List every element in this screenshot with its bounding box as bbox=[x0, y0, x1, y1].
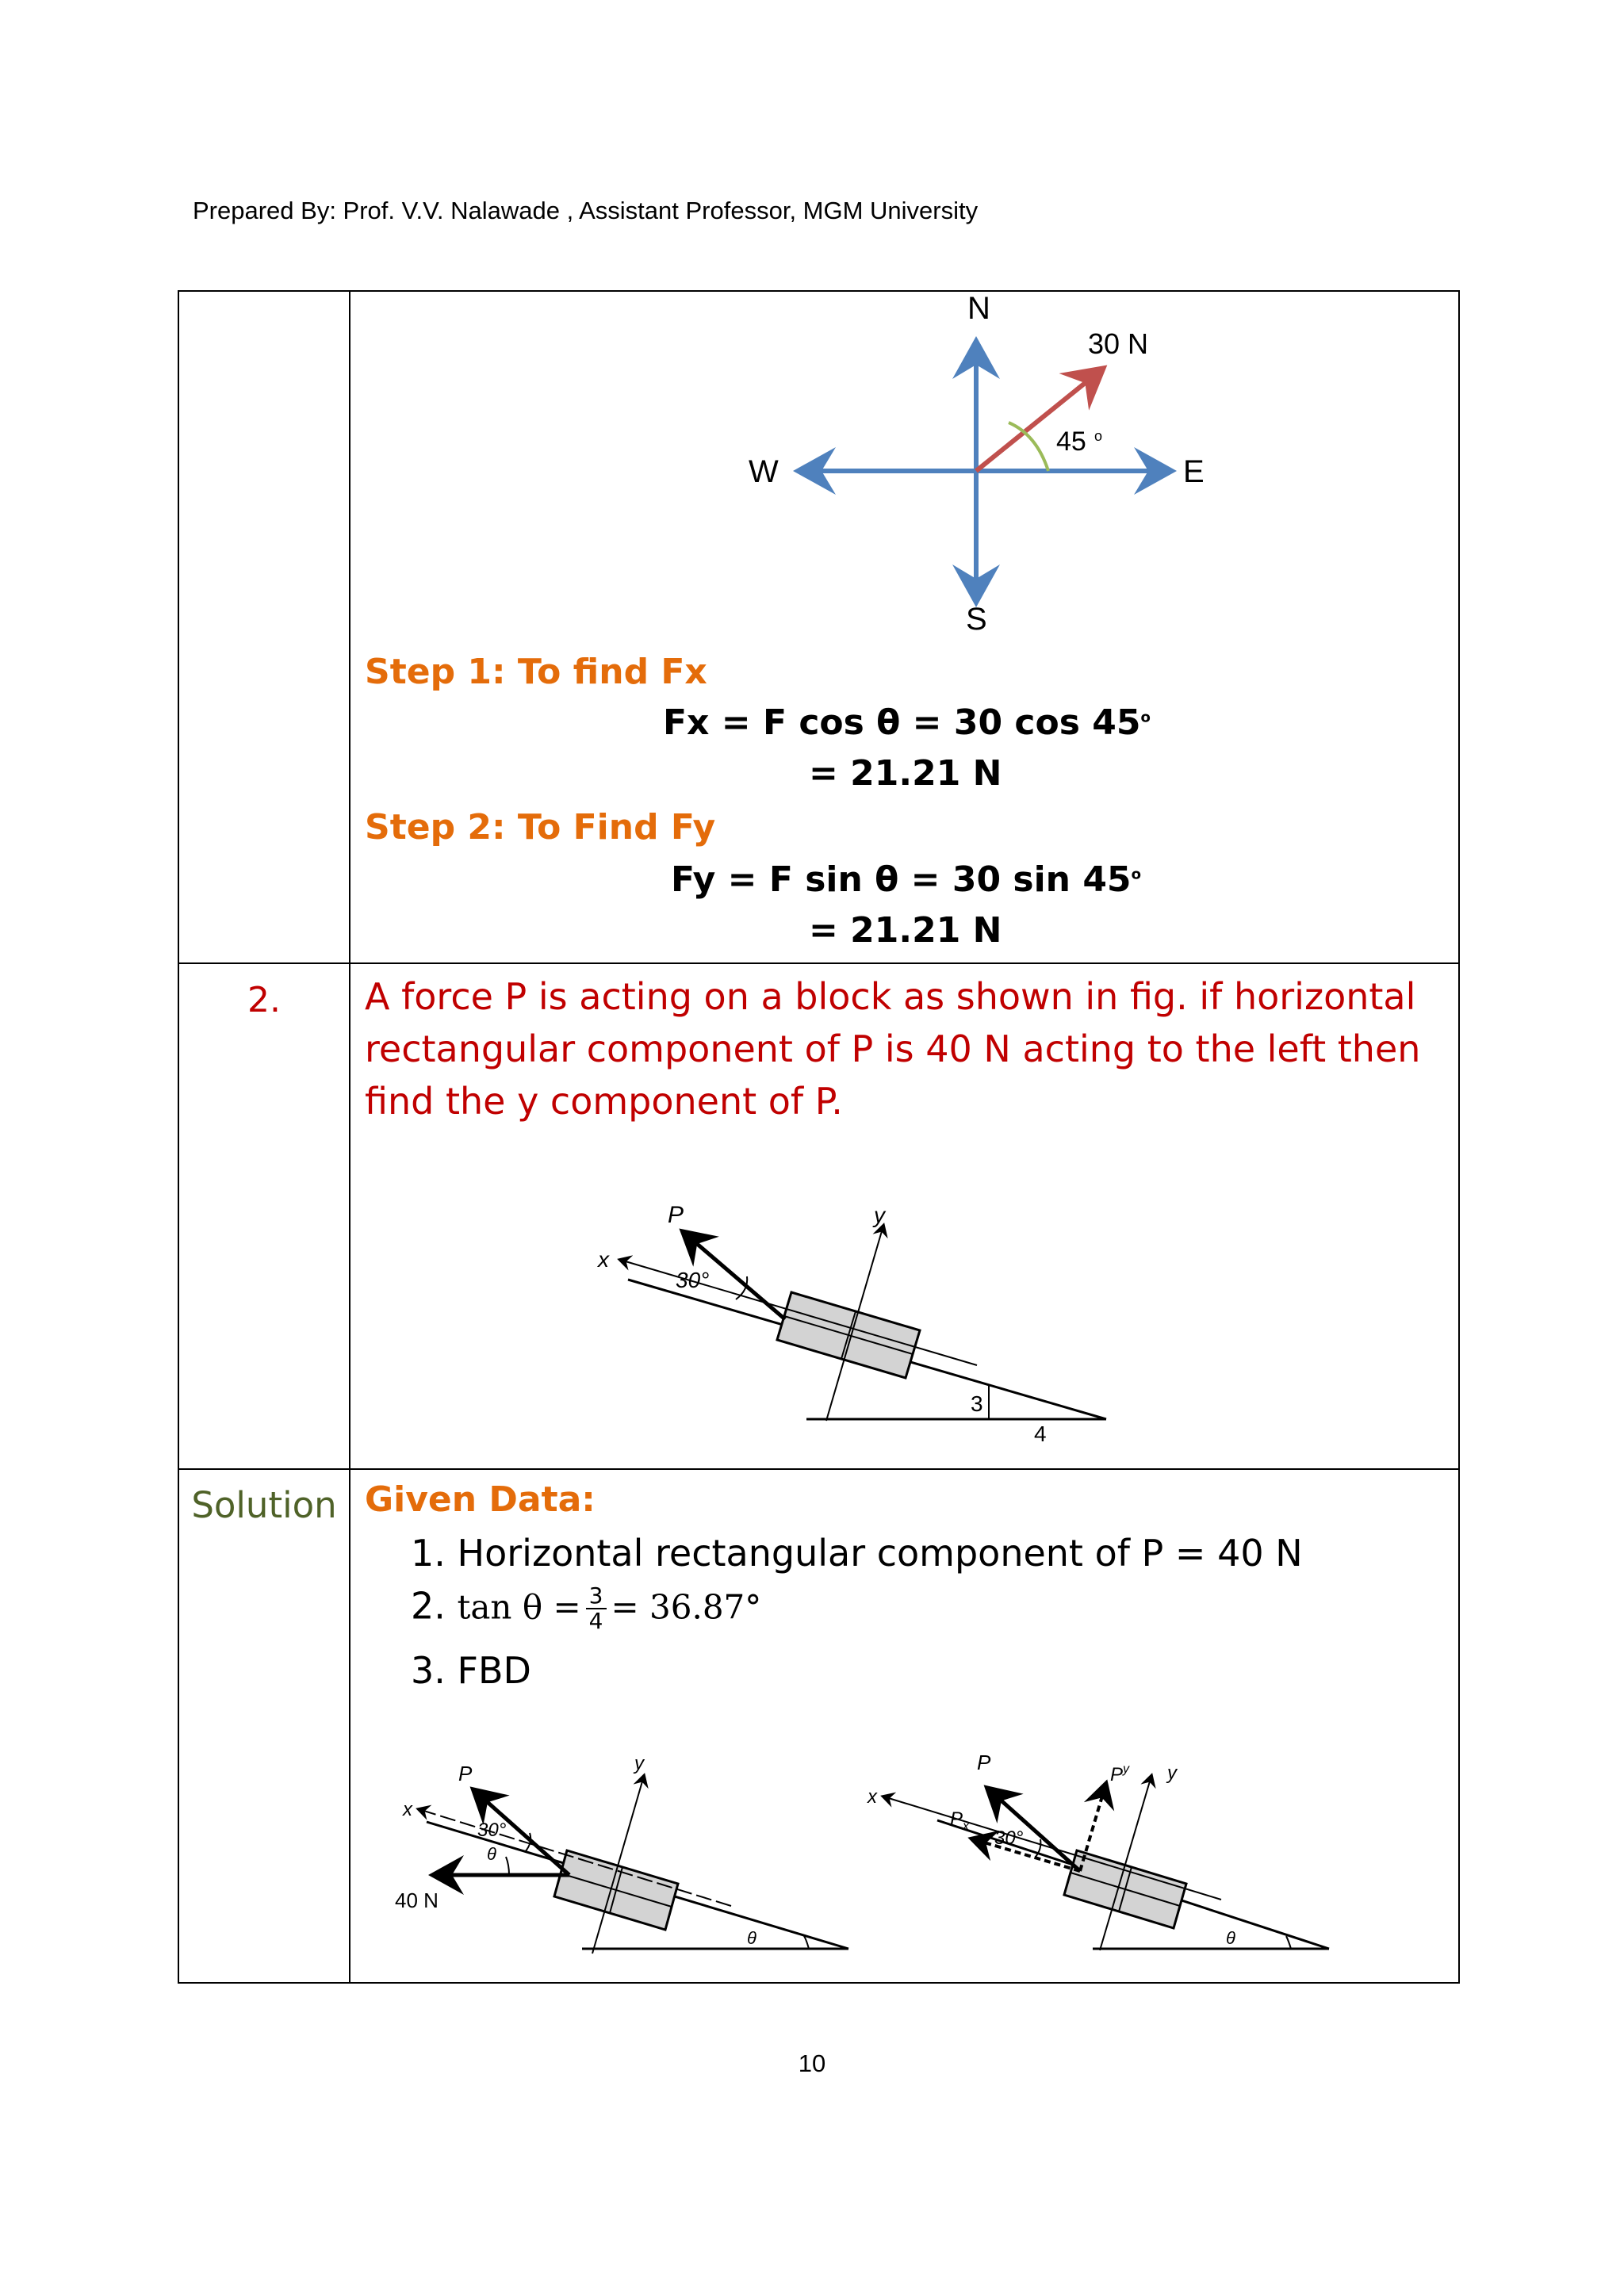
step1-equation bbox=[663, 702, 1151, 743]
row1-content-cell bbox=[350, 291, 1459, 963]
page-header: Prepared By: Prof. V.V. Nalawade , Assistant Professor, MGM University bbox=[193, 197, 979, 224]
fbd-left-theta-label: θ bbox=[487, 1844, 496, 1864]
force-label: 30 N bbox=[1088, 327, 1149, 360]
row3-content-cell bbox=[350, 1469, 1459, 1983]
block-incline-figure bbox=[350, 1135, 1462, 1468]
given-data-title: Given Data: bbox=[365, 1479, 596, 1520]
step1-degree: o bbox=[1140, 709, 1151, 726]
fbd-left bbox=[395, 1753, 848, 1954]
given-item-1 bbox=[411, 1532, 1303, 1575]
row1-number-cell bbox=[178, 291, 350, 963]
row3-label-cell bbox=[178, 1469, 350, 1983]
fbd-right bbox=[867, 1751, 1329, 1950]
fbd-left-base-arc bbox=[804, 1936, 809, 1949]
given-item-2-number: 2. bbox=[411, 1584, 446, 1628]
north-label: N bbox=[967, 292, 990, 326]
fbd-right-px-sub: x bbox=[963, 1820, 970, 1833]
fraction bbox=[586, 1584, 607, 1633]
fbd-right-py-letter: P bbox=[1110, 1764, 1124, 1785]
x-label: x bbox=[598, 1247, 609, 1272]
west-label: W bbox=[749, 454, 779, 489]
step1-equation-text: Fx = F cos θ = 30 cos 45 bbox=[663, 702, 1141, 743]
fbd-right-px-letter: P bbox=[950, 1808, 963, 1830]
fraction-denominator: 4 bbox=[588, 1608, 603, 1634]
y-label: y bbox=[874, 1203, 885, 1227]
p-label: P bbox=[668, 1202, 684, 1228]
east-label: E bbox=[1183, 454, 1205, 489]
fbd-right-px-label bbox=[950, 1808, 970, 1833]
given-item-2-prefix: tan θ = bbox=[457, 1587, 581, 1627]
step2-title: Step 2: To Find Fy bbox=[365, 807, 716, 848]
row2-content-cell bbox=[350, 963, 1459, 1469]
fbd-left-theta-arc bbox=[506, 1857, 509, 1875]
fbd-left-base-theta: θ bbox=[747, 1928, 756, 1948]
south-label: S bbox=[966, 602, 987, 637]
fbd-left-x-label: x bbox=[403, 1799, 412, 1820]
fraction-numerator: 3 bbox=[586, 1584, 607, 1609]
page-number: 10 bbox=[798, 2049, 826, 2077]
step1-result: = 21.21 N bbox=[809, 753, 1002, 794]
table-row-3 bbox=[178, 1469, 1459, 1983]
fbd-right-angle-label: 30° bbox=[994, 1827, 1024, 1849]
fbd-right-base-theta: θ bbox=[1226, 1928, 1235, 1948]
given-item-3-number: 3. bbox=[411, 1649, 446, 1692]
fbd-diagrams bbox=[350, 1692, 1462, 1977]
fbd-right-p-label: P bbox=[977, 1751, 991, 1774]
given-item-2-suffix: = 36.87° bbox=[611, 1587, 762, 1627]
angle-label: 45 bbox=[1056, 427, 1086, 457]
fbd-left-p-label: P bbox=[458, 1762, 473, 1785]
x-axis-line bbox=[620, 1260, 977, 1365]
step2-result: = 21.21 N bbox=[809, 910, 1002, 951]
table-row-1 bbox=[178, 291, 1459, 963]
given-item-1-number: 1. bbox=[411, 1532, 446, 1575]
step1-title: Step 1: To find Fx bbox=[365, 652, 707, 692]
step2-equation bbox=[671, 859, 1141, 900]
angle-unit: o bbox=[1094, 428, 1103, 444]
step2-degree: o bbox=[1131, 866, 1141, 883]
solution-table bbox=[178, 290, 1460, 1984]
fbd-right-base-arc bbox=[1286, 1936, 1291, 1949]
rise-label: 3 bbox=[971, 1391, 983, 1416]
given-item-3 bbox=[411, 1649, 531, 1692]
given-item-1-text: Horizontal rectangular component of P = 40 N bbox=[457, 1532, 1303, 1575]
question-text: A force P is acting on a block as shown in fig. if horizontal rectangular component of P is 40 N acting to the left then find the y component of P. bbox=[365, 975, 1421, 1123]
given-item-3-text: FBD bbox=[457, 1649, 531, 1692]
angle-label: 30° bbox=[676, 1268, 710, 1292]
fbd-left-force-label: 40 N bbox=[395, 1888, 439, 1912]
row2-number-cell bbox=[178, 963, 350, 1469]
question-number: 2. bbox=[247, 980, 281, 1020]
run-label: 4 bbox=[1034, 1422, 1047, 1446]
fbd-right-x-label: x bbox=[868, 1786, 877, 1808]
fbd-right-py-label bbox=[1110, 1762, 1130, 1785]
fbd-right-py-sub: y bbox=[1123, 1762, 1130, 1776]
given-item-2 bbox=[411, 1584, 761, 1633]
fbd-right-y-label: y bbox=[1167, 1762, 1177, 1784]
fbd-left-angle-label: 30° bbox=[477, 1820, 507, 1841]
solution-label: Solution bbox=[191, 1484, 337, 1526]
table-row-2 bbox=[178, 963, 1459, 1469]
step2-equation-text: Fy = F sin θ = 30 sin 45 bbox=[671, 859, 1132, 900]
fbd-left-y-label: y bbox=[634, 1753, 644, 1774]
compass-diagram bbox=[350, 292, 1462, 641]
